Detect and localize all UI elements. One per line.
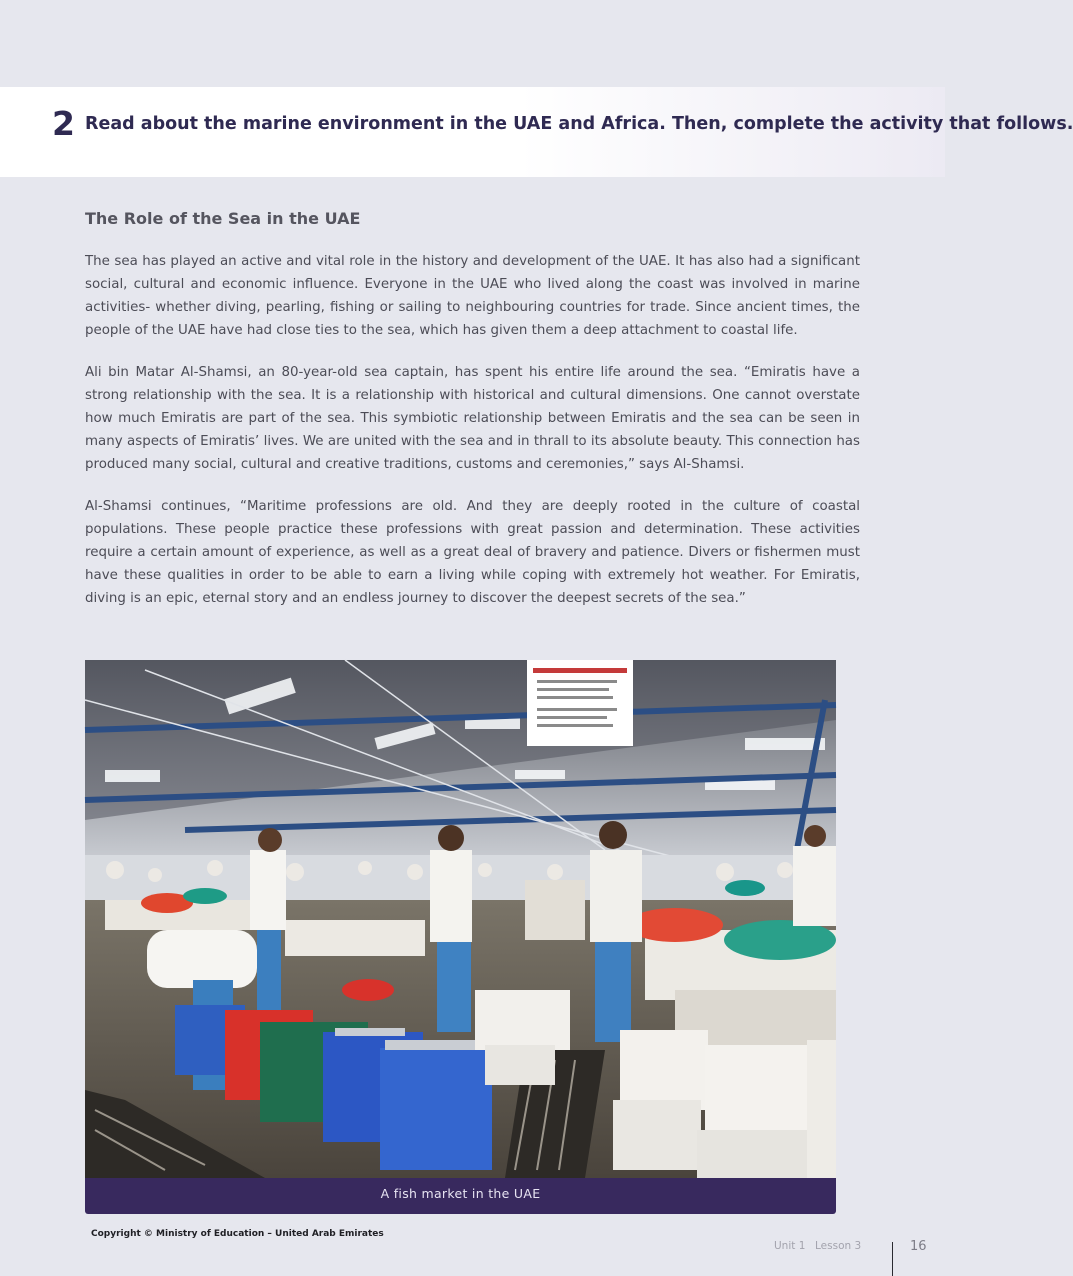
copyright-notice: Copyright © Ministry of Education – United Arab Emirates (91, 1229, 384, 1239)
article-paragraph-3: Al-Shamsi continues, “Maritime professions are old. And they are deeply rooted in the culture of coastal populations. These people practice these professions with great passion and determination. These activities require a certain amount of experience, as well as a great deal of bravery and patience. Divers or fishermen must have these qualities in order to be able to earn a living while coping with extremely hot weather. For Emiratis, diving is an epic, eternal story and an endless journey to discover the deepest secrets of the sea.” (85, 499, 860, 606)
article-body (85, 250, 860, 629)
article-paragraph-1: The sea has played an active and vital role in the history and development of the UAE. It has also had a significant social, cultural and economic influence. Everyone in the UAE who lived along the coast was involved in marine activities- whether diving, pearling, fishing or sailing to neighbouring countries for trade. Since ancient times, the people of the UAE have had close ties to the sea, which has given them a deep attachment to coastal life. (85, 254, 860, 338)
activity-instruction: Read about the marine environment in the UAE and Africa. Then, complete the activity that follows. (85, 114, 1073, 134)
photo-caption-bar (85, 1178, 836, 1214)
fish-market-photo (85, 660, 836, 1178)
activity-number: 2 (52, 104, 75, 143)
footer-divider (892, 1242, 893, 1276)
footer-lesson: Lesson 3 (815, 1240, 862, 1252)
article-paragraph-2: Ali bin Matar Al-Shamsi, an 80-year-old sea captain, has spent his entire life around the sea. “Emiratis have a strong relationship with the sea. It is a relationship with historical and cultural dimensions. One cannot overstate how much Emiratis are part of the sea. This symbiotic relationship between Emiratis and the sea can be seen in many aspects of Emiratis’ lives. We are united with the sea and in thrall to its absolute beauty. This connection has produced many social, cultural and creative traditions, customs and ceremonies,” says Al-Shamsi. (85, 365, 860, 472)
footer-unit: Unit 1 (774, 1240, 806, 1252)
page-number: 16 (910, 1239, 927, 1254)
photo-caption: A fish market in the UAE (380, 1186, 541, 1201)
article-heading: The Role of the Sea in the UAE (85, 209, 361, 228)
